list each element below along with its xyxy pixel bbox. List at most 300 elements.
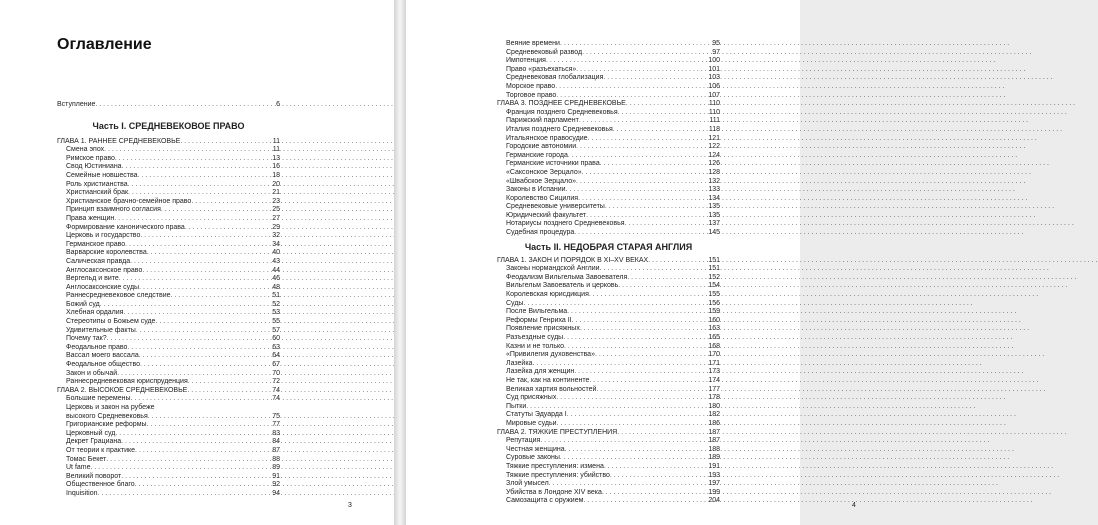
entry-title: ГЛАВА 3. ПОЗДНЕЕ СРЕДНЕВЕКОВЬЕ	[497, 100, 626, 108]
entry-page: 121	[708, 134, 720, 142]
leader-dots	[98, 490, 273, 499]
entry-page: 20	[272, 180, 280, 188]
entry-title: Вассал моего вассала	[66, 352, 139, 360]
toc-entry[interactable]	[497, 229, 720, 238]
leader-dots	[602, 489, 708, 498]
leader-dots	[580, 325, 708, 334]
toc-entry[interactable]	[497, 160, 720, 169]
leader-dots	[119, 275, 272, 284]
entry-title: Королевская юрисдикция	[506, 291, 589, 299]
leader-dots	[139, 284, 272, 293]
toc-entry[interactable]	[57, 430, 280, 439]
entry-title: Римское право	[66, 154, 115, 162]
entry-page: 67	[272, 361, 280, 369]
toc-entry[interactable]	[497, 220, 720, 229]
leader-dots	[127, 344, 272, 353]
entry-page: 178	[708, 394, 720, 402]
entry-title: Ut fame	[66, 464, 91, 472]
entry-page: 137	[708, 220, 720, 228]
entry-title: Убийства в Лондоне XIV века	[506, 488, 602, 496]
entry-title: Салическая правда	[66, 257, 131, 265]
entry-page: 145	[708, 229, 720, 237]
entry-title: Самозащита с оружием	[506, 497, 584, 505]
entry-page: 84	[272, 438, 280, 446]
toc-entry-intro[interactable]	[57, 101, 280, 110]
toc-entry[interactable]	[57, 215, 280, 224]
entry-page: 197	[708, 480, 720, 488]
leader-dots	[138, 172, 273, 181]
leader-dots	[572, 317, 709, 326]
toc-entry[interactable]	[497, 472, 720, 481]
entry-page: 187	[708, 428, 720, 436]
leader-dots	[104, 146, 273, 155]
entry-title: Варварские королевства	[66, 249, 147, 257]
entry-page: 188	[708, 445, 720, 453]
leader-dots	[596, 386, 708, 395]
entry-title: Судебная процедура	[506, 229, 575, 237]
entry-title: Вильгельм Завоеватель и церковь	[506, 282, 619, 290]
entry-title: Церковь и государство	[66, 232, 141, 240]
entry-page: 159	[708, 308, 720, 316]
entry-title: Статуты Эдуарда I	[506, 411, 567, 419]
entry-page: 163	[708, 325, 720, 333]
leader-dots	[560, 40, 712, 49]
toc-entry[interactable]	[57, 404, 280, 413]
entry-title: Тяжкие преступления: измена	[506, 462, 604, 470]
entry-page: 186	[708, 419, 720, 427]
entry-title: Нотариусы позднего Средневековья	[506, 220, 625, 228]
leader-dots	[560, 454, 708, 463]
entry-page: 174	[708, 376, 720, 384]
entry-title: Юридический факультет	[506, 211, 587, 219]
toc-entry[interactable]	[57, 292, 280, 301]
entry-title: Томас Бекет	[66, 455, 107, 463]
page-number: 3	[348, 502, 352, 509]
toc-entry[interactable]	[497, 394, 720, 403]
leader-dots	[161, 206, 272, 215]
entry-title: Итальянское правосудие	[506, 134, 588, 142]
leader-dots	[131, 395, 273, 404]
entry-title: Англосаксонское право	[66, 266, 143, 274]
toc-entry-list	[497, 257, 720, 506]
toc-entry[interactable]	[497, 212, 720, 221]
entry-page: 97	[712, 48, 720, 56]
entry-title: Суд присяжных	[506, 394, 557, 402]
toc-entry[interactable]	[497, 274, 720, 283]
leader-dots	[579, 117, 710, 126]
leader-dots	[568, 152, 708, 161]
entry-page: 6	[276, 101, 280, 108]
leader-dots	[125, 241, 272, 250]
entry-page: 48	[272, 283, 280, 291]
toc-entry[interactable]	[497, 265, 720, 274]
leader-dots	[557, 420, 709, 429]
entry-title: Мировые судьи	[506, 419, 557, 427]
toc-entry[interactable]	[57, 267, 280, 276]
entry-page: 95	[712, 40, 720, 47]
part-heading: Часть I. СРЕДНЕВЕКОВОЕ ПРАВО	[92, 120, 245, 131]
toc-entry[interactable]	[57, 172, 280, 181]
entry-title: Inquisition	[66, 489, 98, 497]
toc-chapter[interactable]	[57, 387, 280, 396]
toc-entry[interactable]	[497, 92, 720, 101]
toc-entry[interactable]	[497, 480, 720, 489]
entry-page: 72	[272, 378, 280, 386]
entry-page: 44	[272, 266, 280, 274]
entry-title: Суровые законы	[506, 454, 560, 462]
entry-page: 83	[272, 429, 280, 437]
toc-entry[interactable]	[57, 309, 280, 318]
leader-dots	[600, 160, 709, 169]
toc-entry[interactable]	[497, 446, 720, 455]
entry-page: 32	[272, 232, 280, 240]
leader-dots	[567, 308, 708, 317]
toc-entry[interactable]	[57, 155, 280, 164]
toc-entry[interactable]	[57, 352, 280, 361]
entry-title: Германские источники права	[506, 160, 600, 168]
left-toc	[57, 101, 280, 499]
entry-page: 23	[272, 197, 280, 205]
entry-title: высокого Средневековья	[66, 412, 148, 420]
toc-entry[interactable]	[57, 370, 280, 379]
entry-title: Удивительные факты	[66, 326, 136, 334]
entry-title: Божий суд	[66, 300, 100, 308]
toc-entry[interactable]	[497, 152, 720, 161]
toc-entry[interactable]	[57, 438, 280, 447]
entry-title: Королевство Сицилия	[506, 194, 579, 202]
leader-dots	[604, 463, 708, 472]
entry-page: 11	[272, 137, 280, 145]
toc-entry[interactable]	[57, 181, 280, 190]
entry-title: ГЛАВА 1. ЗАКОН И ПОРЯДОК В XI–XV ВЕКАХ	[497, 256, 649, 264]
leader-dots	[648, 257, 708, 266]
toc-entry[interactable]	[497, 300, 720, 309]
leader-dots	[147, 249, 272, 258]
entry-title: Лазейка для женщин	[506, 368, 575, 376]
entry-page: 173	[708, 368, 720, 376]
entry-page: 52	[272, 300, 280, 308]
entry-page: 156	[708, 299, 720, 307]
toc-entry[interactable]	[57, 361, 280, 370]
entry-title: Парижский парламент	[506, 117, 579, 125]
toc-entry[interactable]	[57, 224, 280, 233]
entry-title: Законы в Испании	[506, 186, 566, 194]
leader-dots	[191, 198, 272, 207]
leader-dots	[171, 292, 273, 301]
leader-dots	[565, 446, 709, 455]
toc-entry[interactable]	[57, 249, 280, 258]
toc-entry[interactable]	[57, 335, 280, 344]
entry-title: Морское право	[506, 82, 556, 90]
toc-entry[interactable]	[57, 258, 280, 267]
toc-entry[interactable]	[497, 463, 720, 472]
leader-dots	[128, 189, 272, 198]
toc-entry[interactable]	[497, 317, 720, 326]
toc-entry[interactable]	[497, 195, 720, 204]
toc-entry[interactable]	[57, 490, 280, 499]
toc-entry[interactable]	[57, 395, 280, 404]
entry-title: «Привилегия духовенства»	[506, 351, 595, 359]
toc-entry[interactable]	[497, 117, 720, 126]
leader-dots	[121, 438, 272, 447]
toc-entry[interactable]	[57, 284, 280, 293]
toc-entry[interactable]	[57, 421, 280, 430]
leader-dots	[567, 411, 709, 420]
leader-dots	[556, 92, 708, 101]
toc-entry[interactable]	[57, 241, 280, 250]
entry-title: Права женщин	[66, 214, 115, 222]
toc-entry[interactable]	[57, 464, 280, 473]
entry-page: 74	[272, 395, 280, 403]
toc-entry-list	[57, 138, 280, 499]
entry-page: 126	[708, 160, 720, 168]
entry-page: 88	[272, 455, 280, 463]
toc-entry[interactable]	[57, 481, 280, 490]
toc-entry[interactable]	[497, 386, 720, 395]
toc-entry[interactable]	[57, 344, 280, 353]
toc-chapter[interactable]	[497, 100, 720, 109]
entry-title: Церковный суд	[66, 429, 116, 437]
toc-entry[interactable]	[497, 343, 720, 352]
leader-dots	[121, 473, 272, 482]
leader-dots	[546, 57, 708, 66]
entry-title: Разъездные суды	[506, 334, 564, 341]
toc-chapter[interactable]	[497, 429, 720, 438]
leader-dots	[595, 351, 708, 360]
entry-title: ГЛАВА 1. РАННЕЕ СРЕДНЕВЕКОВЬЕ	[57, 137, 181, 145]
leader-dots	[523, 300, 708, 309]
entry-page: 110	[708, 100, 720, 108]
toc-entry[interactable]	[57, 378, 280, 387]
toc-entry[interactable]	[497, 454, 720, 463]
entry-title: Казни и не только	[506, 342, 565, 350]
entry-page: 92	[272, 481, 280, 489]
leader-dots	[139, 352, 272, 361]
leader-dots	[135, 481, 273, 490]
entry-title: Честная женщина	[506, 445, 565, 453]
toc-entry[interactable]	[497, 420, 720, 429]
toc-entry[interactable]	[497, 497, 720, 506]
entry-page: 128	[708, 168, 720, 176]
leader-dots	[135, 447, 272, 456]
leader-dots	[140, 232, 272, 241]
leader-dots	[583, 497, 708, 506]
leader-dots	[613, 126, 709, 135]
entry-page: 91	[272, 472, 280, 480]
entry-title: Великий поворот	[66, 472, 122, 480]
toc-entry[interactable]	[497, 489, 720, 498]
entry-title: Городские автономии	[506, 143, 577, 151]
leader-dots	[115, 155, 272, 164]
entry-page: 171	[708, 359, 720, 367]
entry-page: 16	[272, 163, 280, 171]
toc-entry[interactable]	[497, 282, 720, 291]
entry-title: После Вильгельма	[506, 308, 568, 316]
toc-entry[interactable]	[497, 308, 720, 317]
entry-page: 40	[272, 249, 280, 257]
leader-dots	[540, 437, 708, 446]
toc-entry[interactable]	[57, 198, 280, 207]
entry-title: Италия позднего Средневековья	[506, 125, 613, 133]
leader-dots	[155, 318, 272, 327]
entry-title: Феодализм Вильгельма Завоевателя	[506, 273, 628, 281]
part-heading: Часть II. НЕДОБРАЯ СТАРАЯ АНГЛИЯ	[524, 241, 693, 252]
entry-title: «Швабское Зерцало»	[506, 177, 577, 185]
toc-entry[interactable]	[497, 203, 720, 212]
entry-page: 89	[272, 464, 280, 472]
toc-entry[interactable]	[57, 146, 280, 155]
leader-dots	[185, 224, 272, 233]
toc-entry[interactable]	[497, 40, 720, 49]
entry-page: 29	[272, 223, 280, 231]
entry-page: 46	[272, 275, 280, 283]
entry-title: Раннесредневековое следствие	[66, 292, 171, 300]
leader-dots	[136, 327, 272, 336]
toc-entry[interactable]	[57, 206, 280, 215]
entry-page: 53	[272, 309, 280, 317]
leader-dots	[618, 282, 708, 291]
toc-entry[interactable]	[497, 291, 720, 300]
entry-title: Свод Юстиниана	[66, 163, 122, 171]
entry-page: 11	[272, 146, 280, 154]
leader-dots	[563, 334, 708, 343]
entry-title: Репутация	[506, 437, 541, 445]
entry-title: Смена эпох	[66, 146, 105, 154]
entry-title: Право «разъехаться»	[506, 65, 577, 73]
entry-page: 151	[708, 256, 720, 264]
entry-title: Франция позднего Средневековья	[506, 108, 618, 116]
entry-title: Христианский брак	[66, 189, 129, 197]
entry-title: Веяние времени	[506, 40, 560, 47]
entry-page: 182	[708, 411, 720, 419]
toc-entry[interactable]	[497, 411, 720, 420]
entry-title: Суды	[506, 299, 524, 307]
toc-entry[interactable]	[57, 275, 280, 284]
leader-dots	[107, 335, 273, 344]
entry-page: 170	[708, 351, 720, 359]
leader-dots	[130, 258, 272, 267]
entry-page: 74	[272, 386, 280, 394]
leader-dots	[603, 74, 708, 83]
entry-title: Хлебная ордалия	[66, 309, 124, 317]
toc-entry[interactable]	[497, 169, 720, 178]
leader-dots	[588, 135, 709, 144]
toc-entry[interactable]	[497, 437, 720, 446]
leader-dots	[549, 480, 709, 489]
leader-dots	[91, 464, 273, 473]
entry-page: 27	[272, 214, 280, 222]
toc-entry[interactable]	[57, 456, 280, 465]
toc-entry[interactable]	[497, 334, 720, 343]
entry-page: 64	[272, 352, 280, 360]
toc-entry[interactable]	[497, 126, 720, 135]
toc-entry[interactable]	[57, 413, 280, 422]
toc-entry[interactable]	[497, 57, 720, 66]
entry-title: Не так, как на континенте	[506, 376, 590, 384]
entry-page: 154	[708, 282, 720, 290]
entry-page: 94	[272, 489, 280, 497]
toc-entry[interactable]	[497, 135, 720, 144]
entry-page: 13	[272, 154, 280, 162]
toc-entry[interactable]	[57, 447, 280, 456]
entry-title: Почему так?	[66, 335, 107, 343]
left-page	[0, 0, 394, 525]
entry-page: 25	[272, 206, 280, 214]
toc-chapter[interactable]	[57, 138, 280, 147]
entry-title: Декрет Грациана	[66, 438, 122, 446]
entry-title: Закон и обычай	[66, 369, 118, 377]
toc-entry[interactable]	[497, 83, 720, 92]
entry-title: «Саксонское Зерцало»	[506, 168, 582, 176]
entry-page: 51	[272, 292, 280, 300]
leader-dots	[576, 143, 708, 152]
entry-title: Злой умысел	[506, 480, 549, 488]
toc-entry[interactable]	[57, 327, 280, 336]
entry-title: Лазейка	[506, 359, 533, 367]
entry-title: Тяжкие преступления: убийство	[506, 471, 610, 479]
entry-title: Григорианские реформы	[66, 421, 147, 429]
leader-dots	[627, 274, 708, 283]
entry-page: 180	[708, 402, 720, 410]
toc-entry[interactable]	[497, 143, 720, 152]
toc-entry[interactable]	[57, 318, 280, 327]
entry-title: От теории к практике	[66, 446, 136, 454]
leader-dots	[582, 169, 709, 178]
entry-page: 101	[708, 65, 720, 73]
toc-entry[interactable]	[497, 186, 720, 195]
toc-entry[interactable]	[497, 377, 720, 386]
entry-page: 70	[272, 369, 280, 377]
toc-entry[interactable]	[497, 74, 720, 83]
toc-entry[interactable]	[497, 325, 720, 334]
entry-page: 165	[708, 334, 720, 341]
book-gutter	[394, 0, 406, 525]
entry-page: 133	[708, 186, 720, 194]
toc-entry[interactable]	[497, 49, 720, 58]
entry-title: Великая хартия вольностей	[506, 385, 597, 393]
entry-page: 199	[708, 488, 720, 496]
toc-entry[interactable]	[497, 178, 720, 187]
entry-page: 135	[708, 211, 720, 219]
leader-dots	[100, 301, 272, 310]
toc-chapter[interactable]	[497, 257, 720, 266]
page-number: 4	[852, 502, 856, 509]
entry-title: Импотенция	[506, 57, 546, 65]
entry-title: Пытки	[506, 402, 527, 410]
entry-title: Средневековая глобализация	[506, 74, 604, 82]
toc-entry[interactable]	[497, 403, 720, 412]
leader-dots	[566, 186, 709, 195]
toc-entry[interactable]	[57, 232, 280, 241]
leader-dots	[574, 229, 708, 238]
toc-entry[interactable]	[57, 189, 280, 198]
toc-entry[interactable]	[497, 351, 720, 360]
leader-dots	[578, 195, 708, 204]
entry-title: Торговое право	[506, 91, 557, 99]
entry-title: Германские города	[506, 151, 568, 159]
entry-title: Законы нормандской Англии	[506, 265, 600, 273]
leader-dots	[564, 343, 708, 352]
entry-title: Феодальное право	[66, 343, 128, 351]
entry-title: Англосаксонские суды	[66, 283, 140, 291]
entry-page: 193	[708, 471, 720, 479]
toc-entry[interactable]	[57, 163, 280, 172]
toc-entry[interactable]	[497, 368, 720, 377]
leader-dots	[586, 212, 708, 221]
entry-page: 100	[708, 57, 720, 65]
leader-dots	[576, 178, 708, 187]
entry-title: Принцип взаимного согласия	[66, 206, 161, 214]
